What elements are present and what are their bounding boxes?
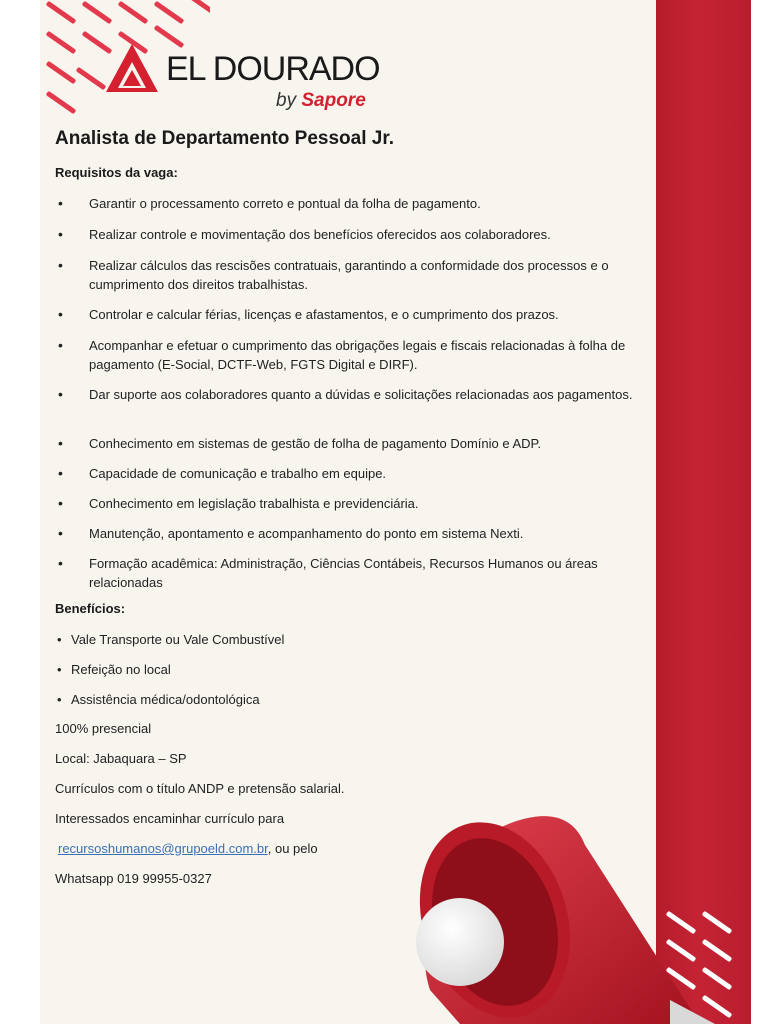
whatsapp-contact: Whatsapp 019 99955-0327 bbox=[55, 871, 212, 886]
requirement-item: • Realizar cálculos das rescisões contratuais, garantindo a conformidade dos processos e o cumprimento dos direitos trabalhistas. bbox=[55, 256, 655, 305]
left-margin bbox=[0, 0, 40, 1024]
requirements-heading: Requisitos da vaga: bbox=[55, 165, 178, 180]
brand-byline bbox=[276, 90, 366, 112]
email-suffix: , ou pelo bbox=[267, 841, 318, 856]
triangle-logo-icon bbox=[104, 42, 160, 94]
megaphone-icon bbox=[370, 800, 757, 1024]
requirement-item: • Capacidade de comunicação e trabalho em equipe. bbox=[55, 464, 655, 494]
work-modality: 100% presencial bbox=[55, 721, 152, 736]
requirement-item: • Controlar e calcular férias, licenças e afastamentos, e o cumprimento dos prazos. bbox=[55, 305, 655, 336]
benefit-item: • Refeição no local bbox=[55, 660, 284, 690]
job-title: Analista de Departamento Pessoal Jr. bbox=[55, 128, 394, 149]
brand-name: EL DOURADO bbox=[166, 50, 380, 88]
requirement-item: • Acompanhar e efetuar o cumprimento das obrigações legais e fiscais relacionadas à folha de pagamento (E-Social, DCTF-Web, FGTS Digital e DIRF). bbox=[55, 336, 655, 385]
requirements-list bbox=[55, 194, 655, 594]
benefits-list bbox=[55, 630, 284, 720]
benefit-item: • Assistência médica/odontológica bbox=[55, 690, 284, 720]
benefits-heading: Benefícios: bbox=[55, 601, 126, 616]
brand-sapore: Sapore bbox=[301, 90, 366, 111]
requirement-item: • Garantir o processamento correto e pontual da folha de pagamento. bbox=[55, 194, 655, 225]
requirement-item: • Conhecimento em sistemas de gestão de folha de pagamento Domínio e ADP. bbox=[55, 434, 655, 464]
contact-email-line bbox=[58, 841, 318, 856]
send-intro: Interessados encaminhar currículo para bbox=[55, 811, 285, 826]
requirement-item: • Formação acadêmica: Administração, Ciências Contábeis, Recursos Humanos ou áreas relacionadas bbox=[55, 554, 655, 594]
benefit-item: • Vale Transporte ou Vale Combustível bbox=[55, 630, 284, 660]
email-link[interactable]: recursoshumanos@grupoeld.com.br bbox=[58, 841, 268, 856]
job-location: Local: Jabaquara – SP bbox=[55, 751, 187, 766]
brand-by: by bbox=[276, 90, 297, 111]
cv-instructions: Currículos com o título ANDP e pretensão salarial. bbox=[55, 781, 345, 796]
requirement-item: • Conhecimento em legislação trabalhista e previdenciária. bbox=[55, 494, 655, 524]
requirement-item: • Realizar controle e movimentação dos benefícios oferecidos aos colaboradores. bbox=[55, 225, 655, 256]
requirement-item: • Dar suporte aos colaboradores quanto a dúvidas e solicitações relacionadas aos pagamentos. bbox=[55, 385, 655, 434]
requirement-item: • Manutenção, apontamento e acompanhamento do ponto em sistema Nexti. bbox=[55, 524, 655, 554]
